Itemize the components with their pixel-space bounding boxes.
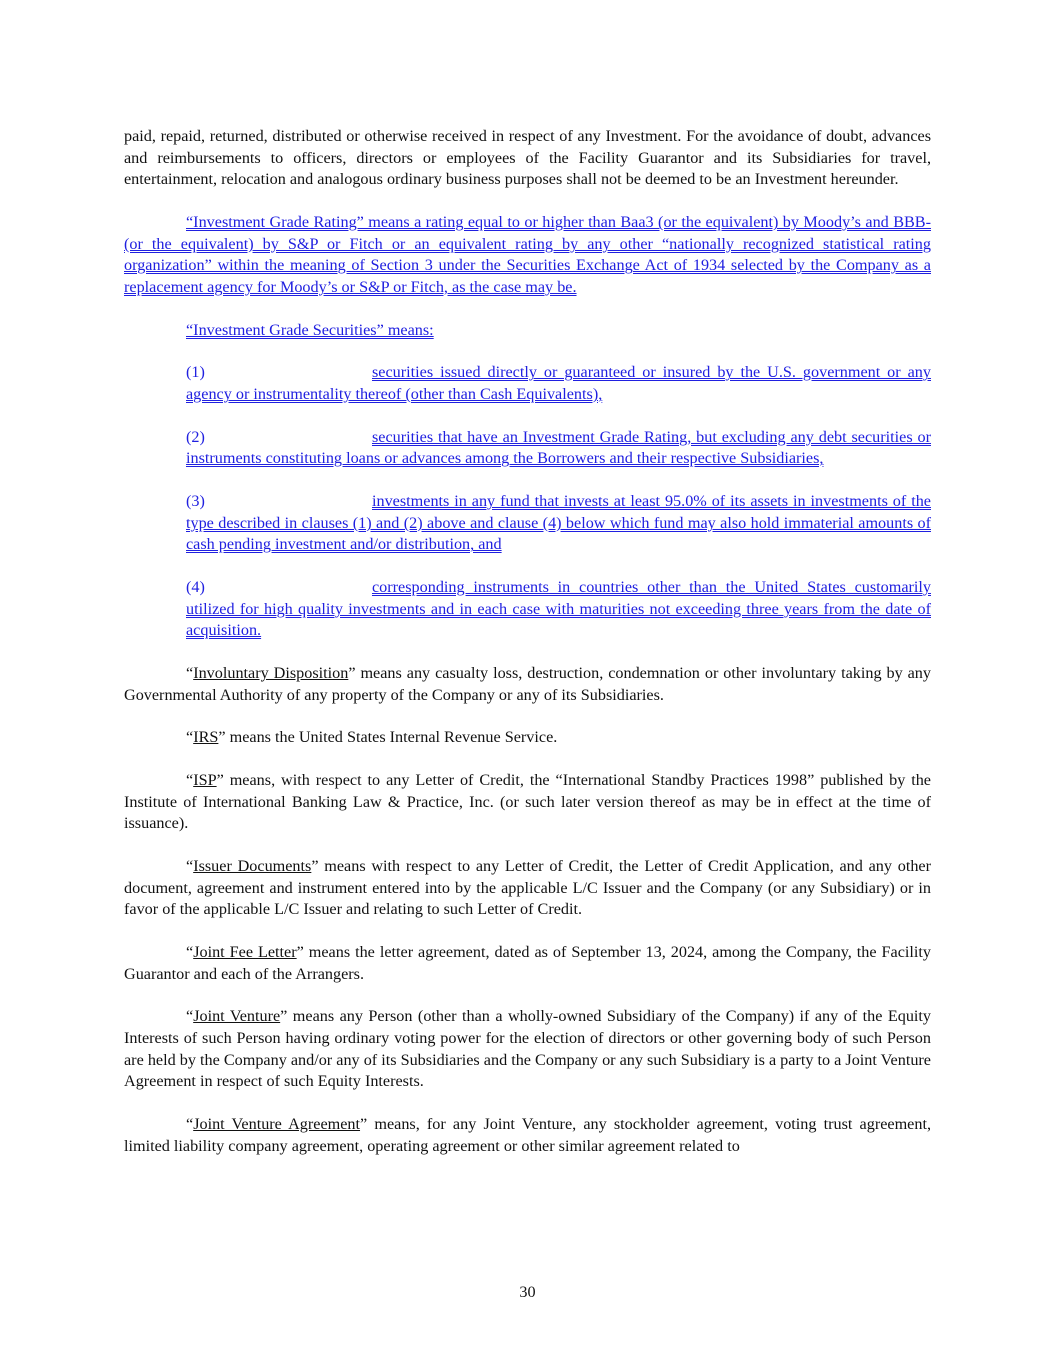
clause-number: (3): [186, 492, 205, 511]
clause-text: investments in any fund that invests at least 95.0% of its assets in investments of the type described in clauses (1) and (2) above and clause (4) below which fund may also hold immaterial amounts of cash pending investment and/or distribution, and: [186, 492, 931, 554]
definition-isp: [124, 770, 931, 835]
defined-term: ISP: [193, 771, 217, 790]
definition-irs: [124, 727, 931, 749]
igs-clause-1: [186, 362, 931, 405]
definition-text: ” means any casualty loss, destruction, condemnation or other involuntary taking by any Governmental Authority of any property of the Company or any of its Subsidiaries.: [124, 664, 931, 704]
definition-text: ” means the letter agreement, dated as of September 13, 2024, among the Company, the Facility Guarantor and each of the Arrangers.: [124, 943, 932, 983]
definition-investment-grade-securities: [124, 320, 931, 342]
defined-term: IRS: [193, 728, 219, 747]
defined-term: Involuntary Disposition: [193, 664, 349, 682]
defined-term: Joint Venture Agreement: [193, 1115, 361, 1134]
definition-joint-venture: [124, 1006, 931, 1092]
defined-term: Joint Venture: [193, 1007, 281, 1026]
clause-number: (2): [186, 427, 205, 446]
igs-heading: “Investment Grade Securities” means:: [186, 320, 434, 339]
definition-text: ” means, with respect to any Letter of Credit, the “International Standby Practices 1998” published by the Institute of International Banking Law & Practice, Inc. (or such later version thereof as may be in effect at the time of issuance).: [124, 771, 931, 833]
open-quote: “: [186, 857, 194, 876]
open-quote: “: [186, 771, 194, 790]
definition-joint-venture-agreement: [124, 1114, 931, 1157]
open-quote: “: [186, 943, 194, 962]
definition-involuntary-disposition: [124, 663, 931, 706]
clause-number: (4): [186, 578, 205, 597]
definition-text: ” means, for any Joint Venture, any stockholder agreement, voting trust agreement, limited liability company agreement, operating agreement or other similar agreement related to: [124, 1115, 932, 1155]
open-quote: “: [186, 1007, 194, 1026]
igs-clause-4: [186, 577, 931, 642]
defined-term: Joint Fee Letter: [193, 943, 297, 962]
defined-term: Issuer Documents: [193, 857, 312, 876]
open-quote: “: [186, 664, 194, 682]
definition-issuer-documents: [124, 856, 931, 921]
document-page: [124, 126, 931, 1178]
open-quote: “: [186, 728, 194, 747]
clause-text: securities issued directly or guaranteed or insured by the U.S. government or any agency or instrumentality thereof (other than Cash Equivalents),: [186, 363, 931, 403]
open-quote: “: [186, 1115, 194, 1134]
definition-text: ” means the United States Internal Revenue Service.: [218, 728, 558, 747]
clause-text: corresponding instruments in countries other than the United States customarily utilized for high quality investments and in each case with maturities not exceeding three years from the date of acquisition.: [186, 578, 931, 640]
definition-text: ” means with respect to any Letter of Credit, the Letter of Credit Application, and any other document, agreement and instrument entered into by the applicable L/C Issuer and the Company (or any Subsidiary) or in favor of the applicable L/C Issuer and relating to such Letter of Credit.: [124, 857, 931, 919]
definition-text: ” means any Person (other than a wholly-owned Subsidiary of the Company) if any of the Equity Interests of such Person having ordinary voting power for the election of directors or other governing body of such Person are held by the Company and/or any of its Subsidiaries and the Company or any such Subsidiary is a party to a Joint Venture Agreement in respect of such Equity Interests.: [124, 1007, 931, 1091]
definition-investment-grade-rating: “Investment Grade Rating” means a rating equal to or higher than Baa3 (or the equivalent) by Moody’s and BBB- (or the equivalent) by S&P or Fitch or an equivalent rating by any other “nationally recognized statistical rating organization” within the meaning of Section 3 under the Securities Exchange Act of 1934 selected by the Company as a replacement agency for Moody’s or S&P or Fitch, as the case may be.: [124, 212, 931, 296]
igs-clause-3: [186, 491, 931, 556]
igs-clause-2: [186, 427, 931, 470]
continuation-paragraph: paid, repaid, returned, distributed or otherwise received in respect of any Investment. For the avoidance of doubt, advances and reimbursements to officers, directors or employees of the Facility Guarantor and its Subsidiaries for travel, entertainment, relocation and analogous ordinary business purposes shall not be deemed to be an Investment hereunder.: [124, 127, 931, 189]
definition-joint-fee-letter: [124, 942, 931, 985]
page-number: 30: [519, 1283, 536, 1301]
clause-text: securities that have an Investment Grade Rating, but excluding any debt securities or instruments constituting loans or advances among the Borrowers and their respective Subsidiaries,: [186, 427, 931, 468]
clause-number: (1): [186, 363, 205, 382]
